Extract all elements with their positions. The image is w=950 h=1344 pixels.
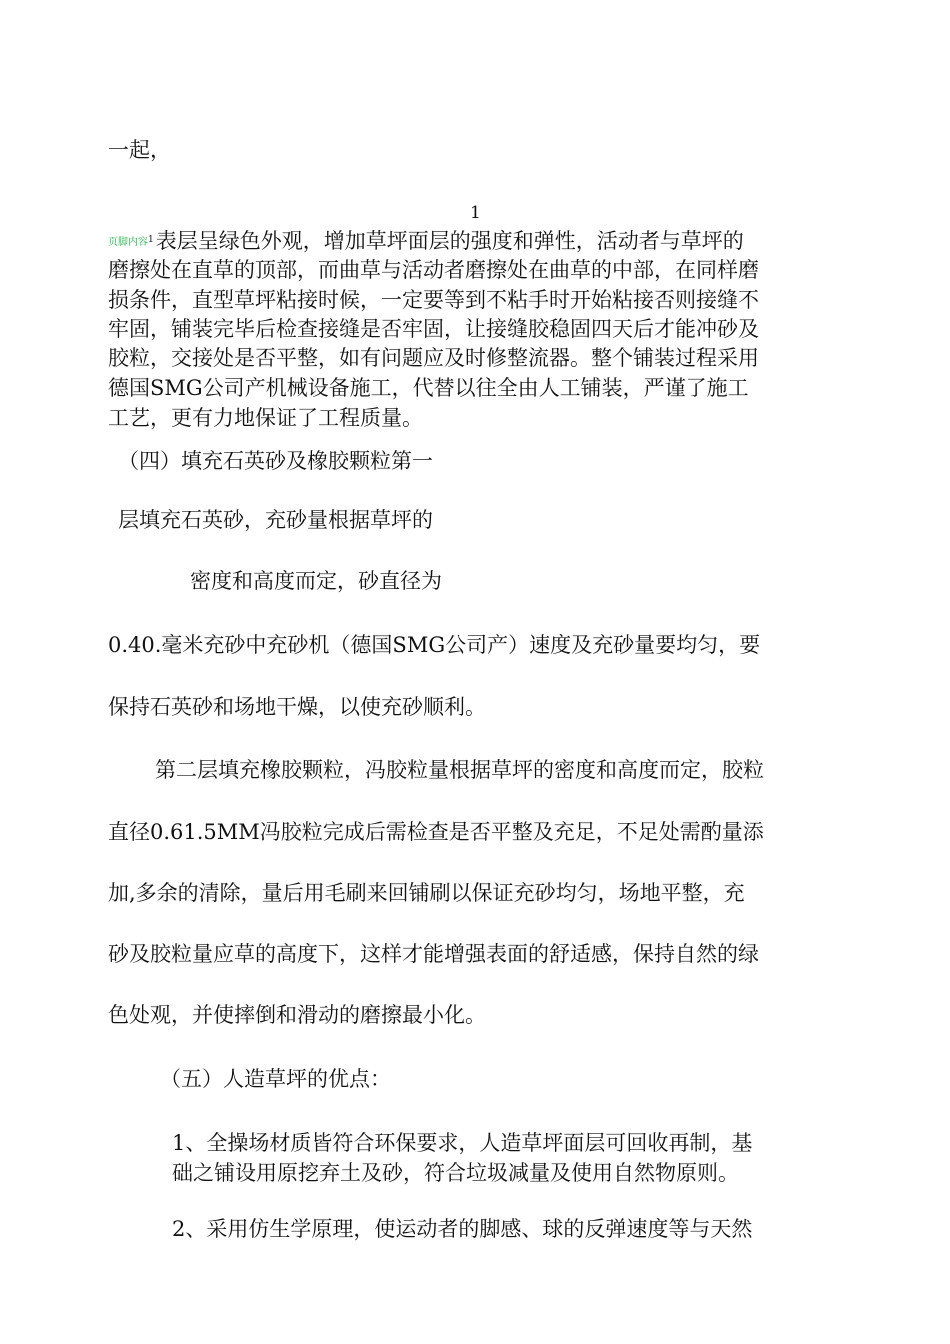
item2-line-1: 2、采用仿生学原理，使运动者的脚感、球的反弹速度等与天然 xyxy=(172,1217,753,1241)
page-number: 1 xyxy=(470,203,481,223)
paragraph2-line-5: 色处观，并使摔倒和滑动的磨擦最小化。 xyxy=(108,1003,486,1027)
paragraph1-line-1-text: 表层呈绿色外观，增加草坪面层的强度和弹性，活动者与草坪的 xyxy=(155,229,744,253)
paragraph2-line-1: 第二层填充橡胶颗粒，冯胶粒量根据草坪的密度和高度而定，胶粒 xyxy=(155,758,764,782)
paragraph1-line-1 xyxy=(108,225,744,258)
paragraph2-line-2: 直径0.61.5MM冯胶粒完成后需检查是否平整及充足，不足处需酌量添 xyxy=(108,820,764,844)
paragraph1-line-6: 德国SMG公司产机械设备施工，代替以往全由人工铺装，严谨了施工 xyxy=(108,376,749,400)
paragraph1-line-7: 工艺，更有力地保证了工程质量。 xyxy=(108,406,423,430)
top-fragment: 一起， xyxy=(108,138,171,162)
section4-line-3: 密度和高度而定，砂直径为 xyxy=(190,569,442,593)
section5-heading: （五）人造草坪的优点： xyxy=(160,1067,391,1091)
paragraph1-line-2: 磨擦处在直草的顶部，而曲草与活动者磨擦处在曲草的中部，在同样磨 xyxy=(108,258,759,282)
paragraph2-line-3: 加,多余的清除，量后用毛刷来回铺刷以保证充砂均匀，场地平整，充 xyxy=(108,881,745,905)
paragraph1-line-4: 牢固，铺装完毕后检查接缝是否牢固，让接缝胶稳固四天后才能冲砂及 xyxy=(108,317,759,341)
item1-line-1: 1、全操场材质皆符合环保要求，人造草坪面层可回收再制，基 xyxy=(172,1131,753,1155)
section4-line-2: 层填充石英砂，充砂量根据草坪的 xyxy=(118,508,433,532)
section4-line-4: 0.40.毫米充砂中充砂机（德国SMG公司产）速度及充砂量要均匀，要 xyxy=(108,633,761,657)
footer-tag: 页脚内容 xyxy=(108,237,148,248)
paragraph1-line-3: 损条件，直型草坪粘接时候，一定要等到不粘手时开始粘接否则接缝不 xyxy=(108,288,759,312)
section4-heading: （四）填充石英砂及橡胶颗粒第一 xyxy=(118,449,433,473)
item1-line-2: 础之铺设用原挖弃土及砂，符合垃圾减量及使用自然物原则。 xyxy=(172,1161,739,1185)
paragraph1-line-5: 胶粒，交接处是否平整，如有问题应及时修整流器。整个铺装过程采用 xyxy=(108,346,759,370)
footer-superscript: 1 xyxy=(148,235,154,245)
section4-line-5: 保持石英砂和场地干燥，以使充砂顺利。 xyxy=(108,695,486,719)
paragraph2-line-4: 砂及胶粒量应草的高度下，这样才能增强表面的舒适感，保持自然的绿 xyxy=(108,942,759,966)
